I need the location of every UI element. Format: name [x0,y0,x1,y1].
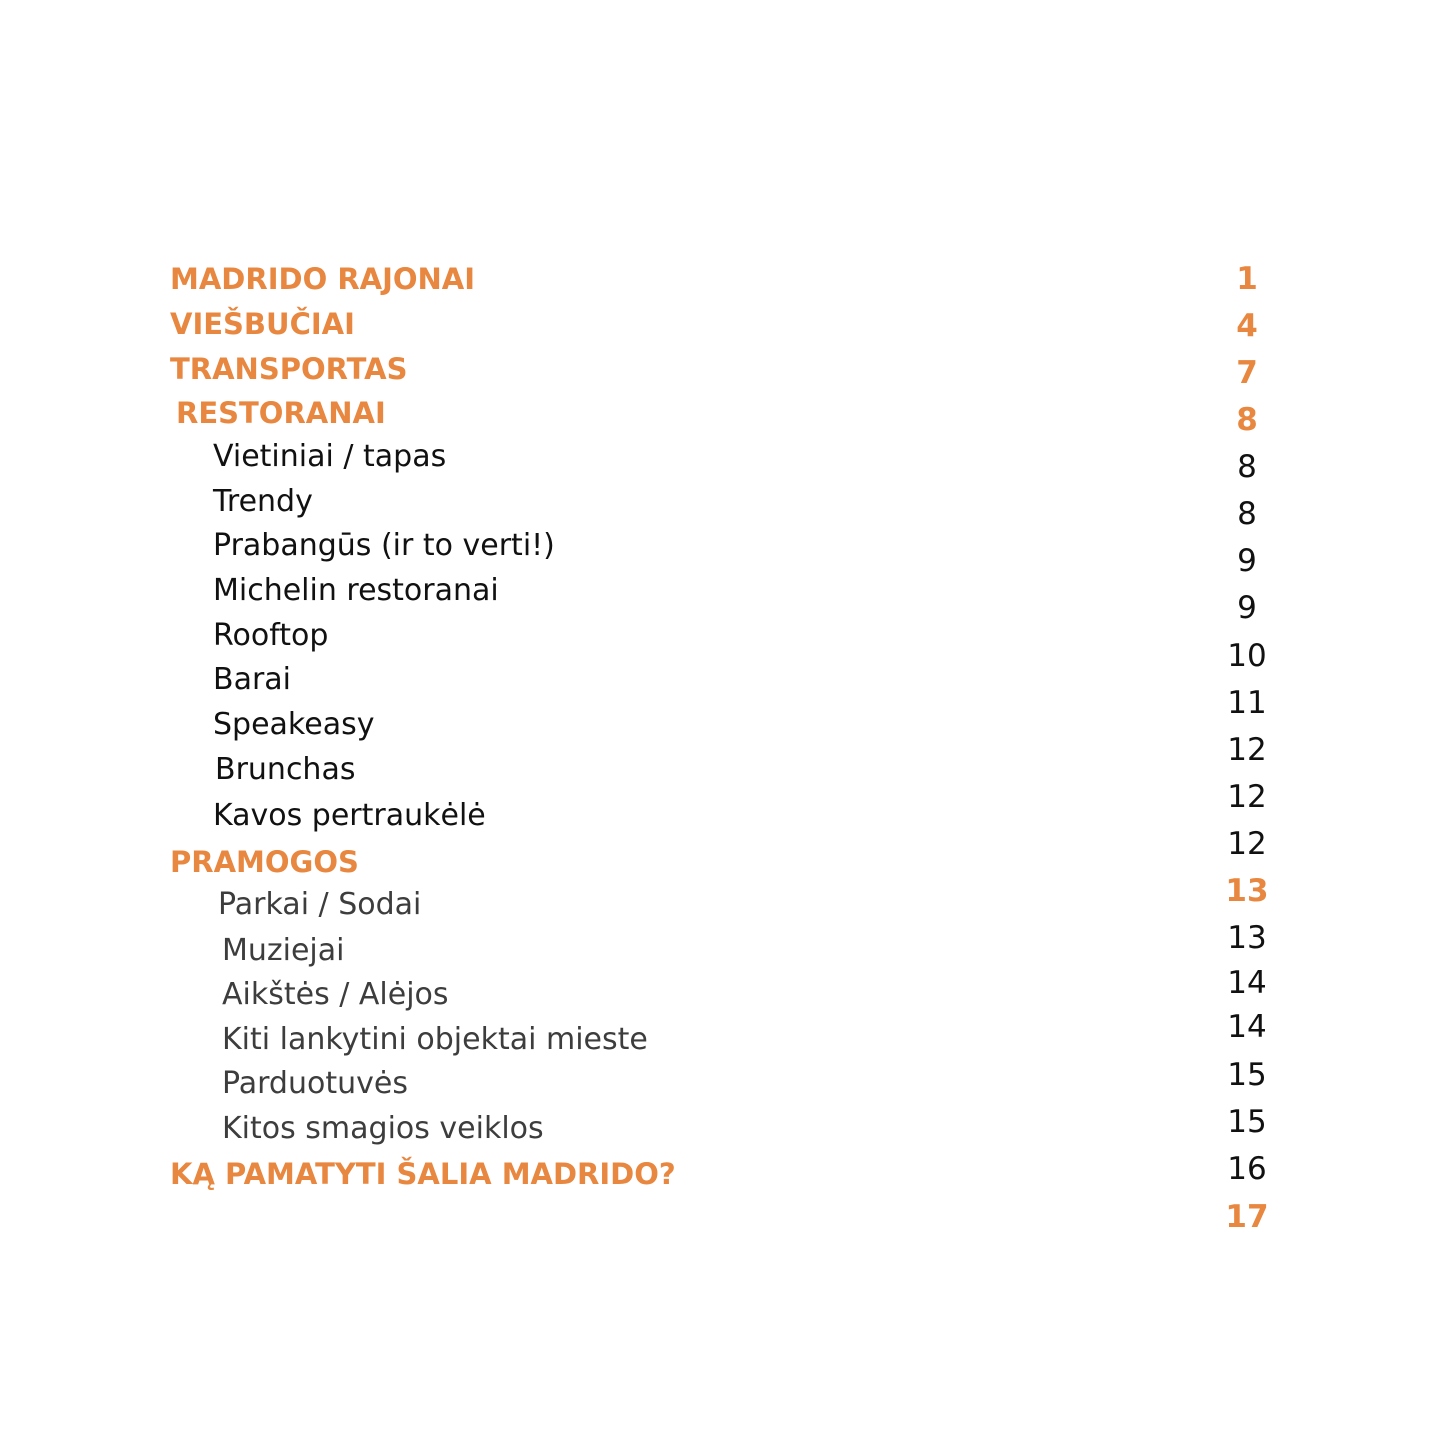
toc-page-number: 12 [1227,732,1267,768]
toc-page-number: 14 [1227,965,1267,1001]
toc-page-number: 8 [1237,449,1257,485]
toc-item-aikstes-alejos[interactable]: Aikštės / Alėjos [222,977,449,1012]
toc-heading-pramogos[interactable]: PRAMOGOS [170,845,359,879]
toc-item-muziejai[interactable]: Muziejai [222,933,345,968]
toc-page-number: 11 [1227,685,1267,721]
toc-heading-ka-pamatyti[interactable]: KĄ PAMATYTI ŠALIA MADRIDO? [170,1157,676,1191]
toc-item-barai[interactable]: Barai [213,662,292,697]
toc-item-kavos-pertraukele[interactable]: Kavos pertraukėlė [213,798,486,833]
toc-page-number: 15 [1227,1057,1267,1093]
toc-page-number: 8 [1236,402,1258,438]
toc-heading-viesbuciai[interactable]: VIEŠBUČIAI [170,307,355,341]
toc-page-number: 9 [1237,543,1257,579]
toc-page-number: 12 [1227,826,1267,862]
toc-item-parkai-sodai[interactable]: Parkai / Sodai [218,887,422,922]
toc-item-rooftop[interactable]: Rooftop [213,618,329,653]
toc-item-prabangus[interactable]: Prabangūs (ir to verti!) [213,528,555,563]
toc-page-number: 4 [1236,308,1258,344]
toc-page-number: 16 [1227,1151,1267,1187]
toc-page-number: 13 [1225,873,1269,909]
toc-item-trendy[interactable]: Trendy [213,484,313,519]
toc-heading-transportas[interactable]: TRANSPORTAS [170,352,408,386]
toc-page-number: 10 [1227,638,1267,674]
toc-item-kitos-smagios-veiklos[interactable]: Kitos smagios veiklos [222,1111,544,1146]
toc-page-number: 9 [1237,590,1257,626]
toc-item-speakeasy[interactable]: Speakeasy [213,707,375,742]
toc-page-number: 17 [1225,1199,1269,1235]
toc-page-number: 15 [1227,1104,1267,1140]
toc-item-parduotuves[interactable]: Parduotuvės [222,1066,408,1101]
toc-heading-madrido-rajonai[interactable]: MADRIDO RAJONAI [170,262,476,296]
toc-page-number: 8 [1237,496,1257,532]
toc-heading-restoranai[interactable]: RESTORANAI [176,396,386,430]
toc-item-brunchas[interactable]: Brunchas [215,752,356,787]
toc-page-number: 12 [1227,779,1267,815]
toc-page-number: 7 [1236,355,1258,391]
toc-page-number: 13 [1227,920,1267,956]
toc-item-kiti-lankytini-objektai[interactable]: Kiti lankytini objektai mieste [222,1022,648,1057]
toc-item-michelin-restoranai[interactable]: Michelin restoranai [213,573,499,608]
toc-page-number: 14 [1227,1009,1267,1045]
toc-item-vietiniai-tapas[interactable]: Vietiniai / tapas [213,439,447,474]
toc-page-number: 1 [1236,261,1258,297]
